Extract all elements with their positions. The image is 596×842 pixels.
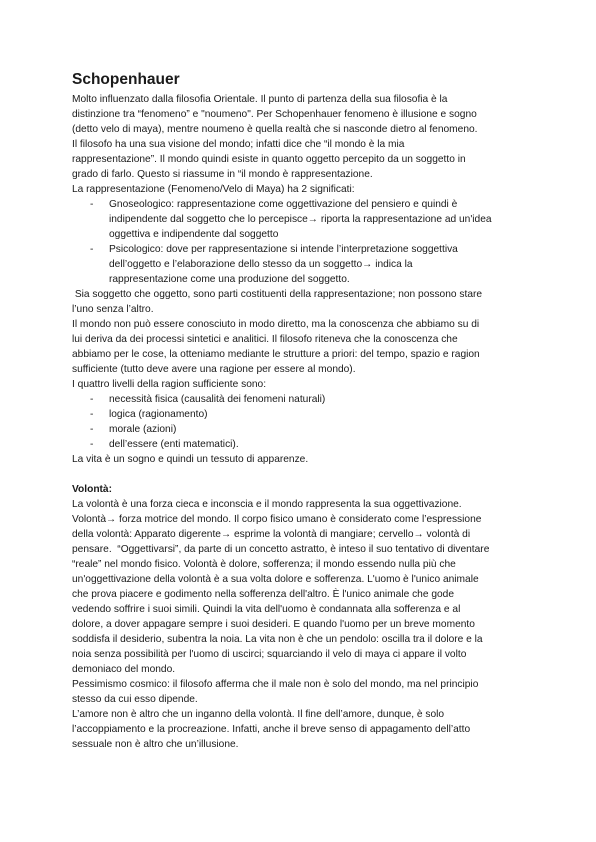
text-line: abbiamo per le cose, la otteniamo mediante le strutture a priori: del tempo, spazio e ragion xyxy=(72,349,480,360)
list-item xyxy=(72,437,532,452)
list-dash: - xyxy=(90,409,94,420)
section-heading-volonta: Volontà: xyxy=(72,484,112,495)
text-line: La rappresentazione (Fenomeno/Velo di Maya) ha 2 significati: xyxy=(72,184,355,195)
text-line: demoniaco del mondo. xyxy=(72,664,176,675)
text-line: stesso da cui esso dipende. xyxy=(72,694,198,705)
text-line: L’amore non è altro che un inganno della volontà. Il fine dell’amore, dunque, è solo xyxy=(72,709,445,720)
list-dash: - xyxy=(90,394,94,405)
text-line: distinzione tra “fenomeno” e "noumeno". Per Schopenhauer fenomeno è illusione e sogno xyxy=(72,109,477,120)
text-line: Pessimismo cosmico: il filosofo afferma che il male non è solo del mondo, ma nel principio xyxy=(72,679,479,690)
list-dash: - xyxy=(90,424,94,435)
knowledge-paragraph xyxy=(72,287,532,392)
text-line: della volontà: Apparato digerente→ esprime la volontà di mangiare; cervello→ volontà di xyxy=(72,529,471,540)
text-line: “reale” nel mondo fisico. Volontà è dolore, sofferenza; il mondo essendo nulla più che xyxy=(72,559,456,570)
text-line: Il mondo non può essere conosciuto in modo diretto, ma la conoscenza che abbiamo su di xyxy=(72,319,480,330)
text-line: noia senza possibilità per l'uomo di uscirci; squarciando il velo di maya ci appare il volto xyxy=(72,649,467,660)
list-item xyxy=(72,242,532,287)
intro-paragraph xyxy=(72,92,532,197)
list-dash: - xyxy=(90,244,94,255)
list-item-text: logica (ragionamento) xyxy=(109,409,208,420)
text-line: rappresentazione”. Il mondo quindi esiste in quanto oggetto percepito da un soggetto in xyxy=(72,154,466,165)
text-line: sessuale non è altro che un’illusione. xyxy=(72,739,239,750)
text-line: Il filosofo ha una sua visione del mondo; infatti dice che “il mondo è la mia xyxy=(72,139,405,150)
life-dream-line: La vita è un sogno e quindi un tessuto di apparenze. xyxy=(72,454,309,465)
text-line: Molto influenzato dalla filosofia Orientale. Il punto di partenza della sua filosofia è la xyxy=(72,94,448,105)
meanings-list xyxy=(72,197,532,287)
list-item-text: morale (azioni) xyxy=(109,424,177,435)
list-item xyxy=(72,407,532,422)
levels-list xyxy=(72,392,532,452)
list-item-text: dell’essere (enti matematici). xyxy=(109,439,239,450)
list-item xyxy=(72,392,532,407)
text-line: l’accoppiamento e la procreazione. Infatti, anche il breve senso di appagamento dell’atto xyxy=(72,724,471,735)
document-body xyxy=(72,70,532,752)
text-line: indipendente dal soggetto che lo percepisce→ riporta la rappresentazione ad un'idea xyxy=(109,214,492,225)
text-line: Sia soggetto che oggetto, sono parti costituenti della rappresentazione; non possono stare xyxy=(72,289,483,300)
text-line: I quattro livelli della ragion sufficiente sono: xyxy=(72,379,267,390)
list-item xyxy=(72,422,532,437)
text-line: grado di farlo. Questo si riassume in “il mondo è rappresentazione. xyxy=(72,169,373,180)
text-line: pensare. “Oggettivarsi”, da parte di un concetto astratto, è inteso il suo tentativo di diventare xyxy=(72,544,490,555)
list-dash: - xyxy=(90,199,94,210)
volonta-paragraph xyxy=(72,497,532,752)
text-line: dolore, a dover appagare sempre i suoi desideri. E quando l'uomo per un breve momento xyxy=(72,619,475,630)
text-line: lui deriva da dei processi sintetici e analitici. Il filosofo riteneva che la conoscenza che xyxy=(72,334,458,345)
text-line: La volontà è una forza cieca e inconscia e il mondo rappresenta la sua oggettivazione. xyxy=(72,499,462,510)
text-line: soddisfa il desiderio, subentra la noia. La vita non è che un pendolo: oscilla tra il dolore e la xyxy=(72,634,483,645)
text-line: vedendo soffrire i suoi simili. Quindi la vita dell'uomo è condannata alla sofferenza e al xyxy=(72,604,461,615)
text-line: Gnoseologico: rappresentazione come oggettivazione del pensiero e quindi è xyxy=(109,199,458,210)
list-item xyxy=(72,197,532,242)
text-line: dell’oggetto e l’elaborazione dello stesso da un soggetto→ indica la xyxy=(109,259,413,270)
paragraph-gap xyxy=(72,467,532,482)
list-dash: - xyxy=(90,439,94,450)
text-line: Volontà→ forza motrice del mondo. Il corpo fisico umano è considerato come l’espressione xyxy=(72,514,482,525)
text-line: sufficiente (tutto deve avere una ragione per essere al mondo). xyxy=(72,364,356,375)
text-line: oggettiva e indipendente dal soggetto xyxy=(109,229,279,240)
list-item-text: necessità fisica (causalità dei fenomeni naturali) xyxy=(109,394,326,405)
text-line: un'oggettivazione della volontà è a sua volta dolore e sofferenza. L'uomo è l'unico animale xyxy=(72,574,479,585)
text-line: (detto velo di maya), mentre noumeno è quella realtà che si nasconde dietro al fenomeno. xyxy=(72,124,478,135)
text-line: Psicologico: dove per rappresentazione si intende l’interpretazione soggettiva xyxy=(109,244,458,255)
text-line: l’uno senza l’altro. xyxy=(72,304,154,315)
text-line: che prova piacere e godimento nella sofferenza dell'altro. È l'unico animale che gode xyxy=(72,589,455,600)
text-line: rappresentazione come una produzione del soggetto. xyxy=(109,274,350,285)
document-title: Schopenhauer xyxy=(72,71,180,88)
